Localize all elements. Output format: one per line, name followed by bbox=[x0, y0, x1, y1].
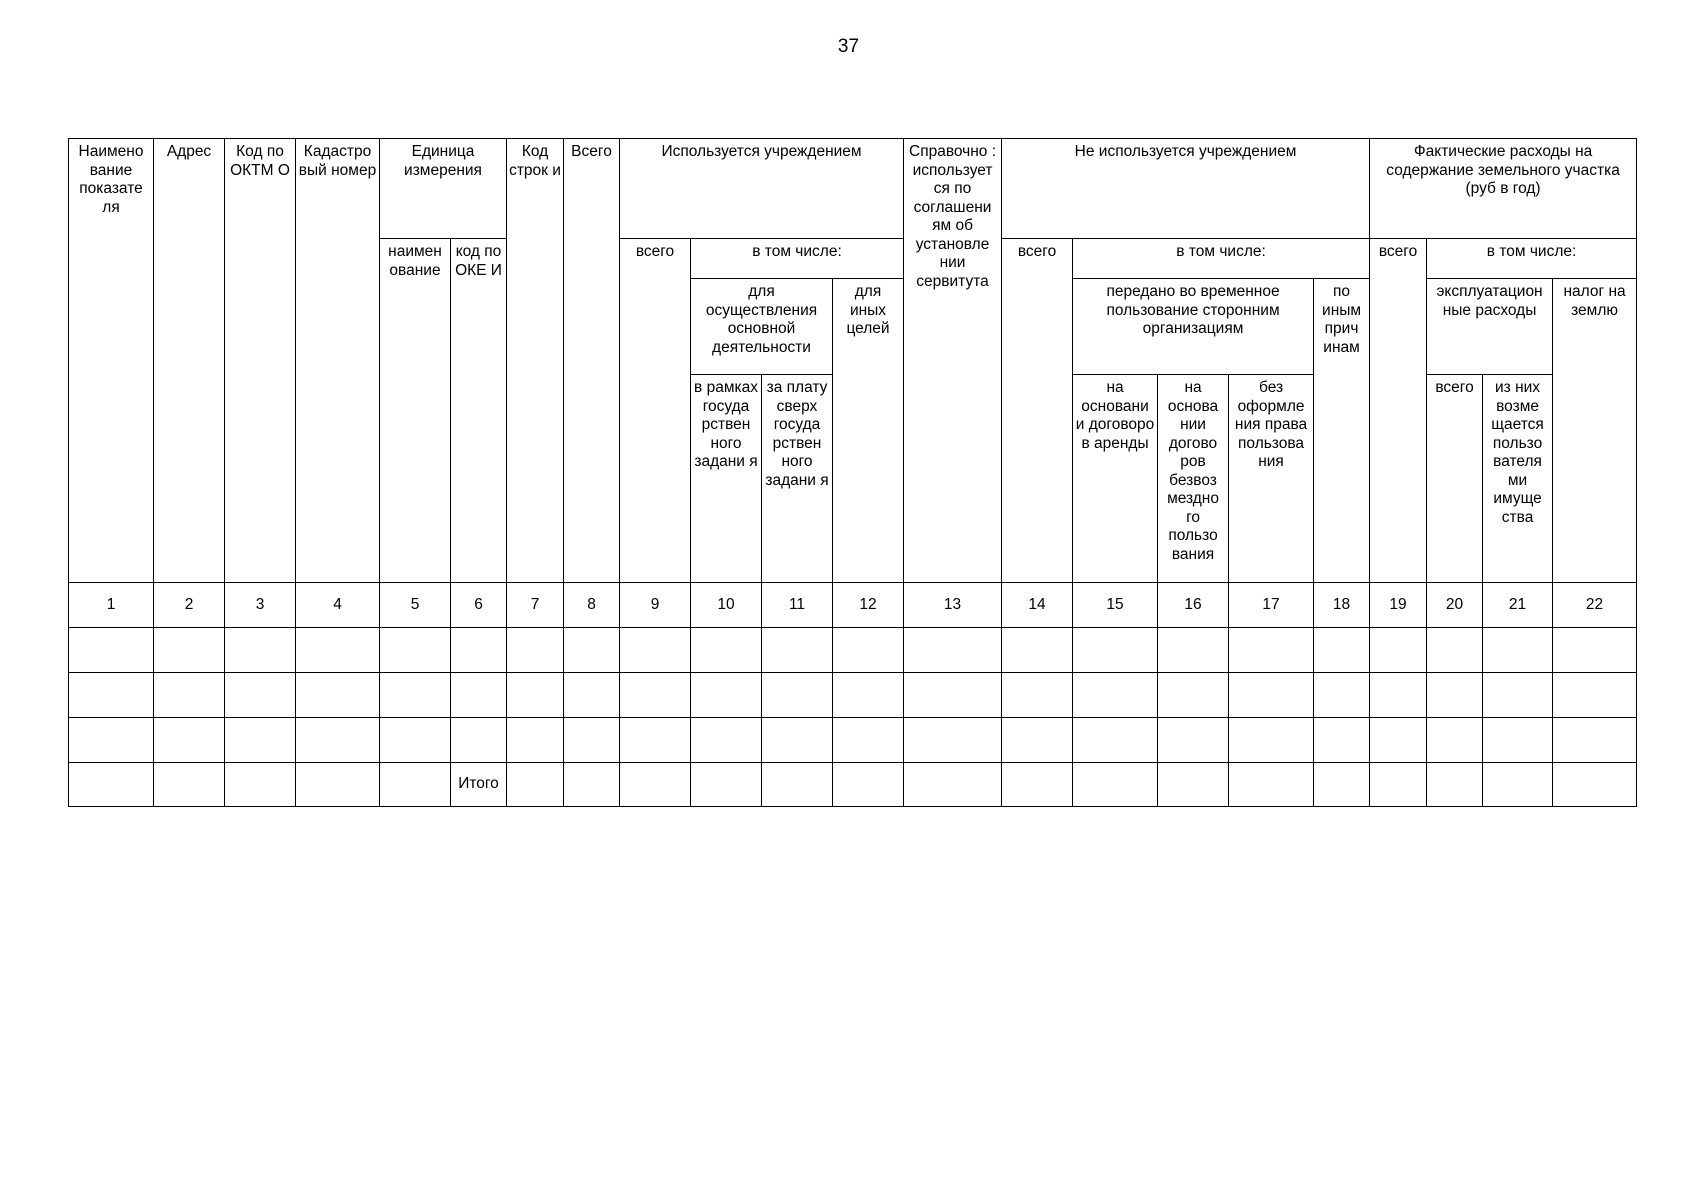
table-cell[interactable] bbox=[507, 628, 564, 673]
table-cell[interactable] bbox=[1073, 673, 1158, 718]
table-cell[interactable] bbox=[1229, 673, 1314, 718]
header-used-main: для осуществления основной деятельности bbox=[691, 279, 833, 375]
header-address: Адрес bbox=[154, 139, 225, 583]
column-number: 15 bbox=[1073, 583, 1158, 628]
table-cell[interactable] bbox=[1158, 763, 1229, 807]
header-oktmo: Код по ОКТМ О bbox=[225, 139, 296, 583]
table-cell[interactable] bbox=[1370, 718, 1427, 763]
column-number: 7 bbox=[507, 583, 564, 628]
table-cell[interactable] bbox=[225, 673, 296, 718]
table-cell[interactable] bbox=[451, 718, 507, 763]
table-cell[interactable] bbox=[691, 628, 762, 673]
header-no-registration: без оформле ния права пользова ния bbox=[1229, 375, 1314, 583]
header-other-reasons: по иным прич инам bbox=[1314, 279, 1370, 583]
column-number: 6 bbox=[451, 583, 507, 628]
column-numbers-row bbox=[69, 583, 1637, 628]
table-cell[interactable] bbox=[1483, 673, 1553, 718]
header-row-1 bbox=[69, 139, 1637, 239]
header-land-tax: налог на землю bbox=[1553, 279, 1637, 583]
total-row bbox=[69, 763, 1637, 807]
table-cell[interactable] bbox=[69, 763, 154, 807]
table-cell[interactable] bbox=[380, 763, 451, 807]
table-cell[interactable] bbox=[1229, 763, 1314, 807]
table-cell[interactable] bbox=[1427, 673, 1483, 718]
table-cell[interactable] bbox=[904, 763, 1002, 807]
table-cell[interactable] bbox=[154, 673, 225, 718]
header-used-paid: за плату сверх госуда рствен ного задани я bbox=[762, 375, 833, 583]
column-number: 21 bbox=[1483, 583, 1553, 628]
table-cell[interactable] bbox=[620, 718, 691, 763]
header-used-incl: в том числе: bbox=[691, 239, 904, 279]
table-cell[interactable] bbox=[1314, 718, 1370, 763]
column-number: 22 bbox=[1553, 583, 1637, 628]
header-lease: на основани и договоро в аренды bbox=[1073, 375, 1158, 583]
column-number: 9 bbox=[620, 583, 691, 628]
header-used-state-task: в рамках госуда рствен ного задани я bbox=[691, 375, 762, 583]
table-cell[interactable] bbox=[1073, 718, 1158, 763]
column-number: 10 bbox=[691, 583, 762, 628]
header-expenses: Фактические расходы на содержание земельного участка (руб в год) bbox=[1370, 139, 1637, 239]
column-number: 17 bbox=[1229, 583, 1314, 628]
table-cell[interactable] bbox=[1314, 763, 1370, 807]
table-cell[interactable] bbox=[1370, 628, 1427, 673]
table-cell[interactable] bbox=[833, 673, 904, 718]
table-cell[interactable] bbox=[1002, 718, 1073, 763]
table-cell[interactable] bbox=[69, 718, 154, 763]
column-number: 20 bbox=[1427, 583, 1483, 628]
table-cell[interactable] bbox=[451, 673, 507, 718]
table-cell[interactable] bbox=[154, 718, 225, 763]
header-operating: эксплуатацион ные расходы bbox=[1427, 279, 1553, 375]
column-number: 5 bbox=[380, 583, 451, 628]
table-cell[interactable] bbox=[904, 673, 1002, 718]
table-cell[interactable] bbox=[1002, 763, 1073, 807]
table-cell[interactable] bbox=[1314, 628, 1370, 673]
table-cell[interactable] bbox=[296, 628, 380, 673]
table-cell[interactable] bbox=[564, 673, 620, 718]
table-cell[interactable] bbox=[507, 718, 564, 763]
table-row bbox=[69, 718, 1637, 763]
table-cell[interactable] bbox=[1483, 763, 1553, 807]
table-cell[interactable] bbox=[380, 628, 451, 673]
table-cell[interactable] bbox=[1073, 763, 1158, 807]
header-total: Всего bbox=[564, 139, 620, 583]
header-op-reimbursed: из них возме щается пользо вателя ми имуще ства bbox=[1483, 375, 1553, 583]
column-number: 12 bbox=[833, 583, 904, 628]
table-cell[interactable] bbox=[1427, 718, 1483, 763]
table-cell[interactable] bbox=[451, 628, 507, 673]
column-number: 18 bbox=[1314, 583, 1370, 628]
column-number: 8 bbox=[564, 583, 620, 628]
header-used-total: всего bbox=[620, 239, 691, 583]
table-cell[interactable] bbox=[1158, 628, 1229, 673]
table-cell[interactable] bbox=[833, 628, 904, 673]
table-cell[interactable] bbox=[225, 628, 296, 673]
table-cell[interactable] bbox=[564, 763, 620, 807]
table-cell[interactable] bbox=[507, 673, 564, 718]
header-name: Наимено вание показате ля bbox=[69, 139, 154, 583]
header-not-used: Не используется учреждением bbox=[1002, 139, 1370, 239]
table-cell[interactable] bbox=[833, 763, 904, 807]
header-transferred: передано во временное пользование сторонним организациям bbox=[1073, 279, 1314, 375]
header-op-total: всего bbox=[1427, 375, 1483, 583]
column-number: 3 bbox=[225, 583, 296, 628]
table-cell[interactable] bbox=[620, 628, 691, 673]
table-cell[interactable] bbox=[762, 718, 833, 763]
table-cell[interactable] bbox=[1553, 628, 1637, 673]
table-cell[interactable] bbox=[1158, 673, 1229, 718]
table-cell[interactable] bbox=[69, 628, 154, 673]
table-cell[interactable] bbox=[225, 763, 296, 807]
table-cell[interactable] bbox=[1553, 718, 1637, 763]
column-number: 16 bbox=[1158, 583, 1229, 628]
table-cell[interactable] bbox=[1553, 763, 1637, 807]
header-cadastral: Кадастро вый номер bbox=[296, 139, 380, 583]
header-unit: Единица измерения bbox=[380, 139, 507, 239]
table-cell[interactable] bbox=[691, 718, 762, 763]
table-cell[interactable] bbox=[1483, 718, 1553, 763]
table-cell[interactable] bbox=[620, 673, 691, 718]
table-cell[interactable] bbox=[296, 718, 380, 763]
table-row bbox=[69, 673, 1637, 718]
header-not-used-total: всего bbox=[1002, 239, 1073, 583]
column-number: 13 bbox=[904, 583, 1002, 628]
table-cell[interactable] bbox=[564, 718, 620, 763]
table-cell[interactable] bbox=[1002, 628, 1073, 673]
table-cell[interactable] bbox=[904, 718, 1002, 763]
table-cell[interactable] bbox=[1427, 628, 1483, 673]
table-cell[interactable] bbox=[833, 718, 904, 763]
table-cell[interactable] bbox=[69, 673, 154, 718]
table-cell[interactable] bbox=[904, 628, 1002, 673]
table-cell[interactable] bbox=[1073, 628, 1158, 673]
table-cell[interactable] bbox=[564, 628, 620, 673]
header-unit-okei: код по ОКЕ И bbox=[451, 239, 507, 583]
table-cell[interactable] bbox=[691, 673, 762, 718]
table-cell[interactable] bbox=[1229, 718, 1314, 763]
table-cell[interactable] bbox=[1314, 673, 1370, 718]
column-number: 4 bbox=[296, 583, 380, 628]
total-label: Итого bbox=[451, 763, 507, 807]
table-cell[interactable] bbox=[507, 763, 564, 807]
land-plot-table bbox=[68, 138, 1637, 807]
table-cell[interactable] bbox=[762, 763, 833, 807]
table-cell[interactable] bbox=[1370, 673, 1427, 718]
page-number: 37 bbox=[837, 36, 860, 57]
header-unit-name: наимен ование bbox=[380, 239, 451, 583]
header-not-used-incl: в том числе: bbox=[1073, 239, 1370, 279]
table-cell[interactable] bbox=[1553, 673, 1637, 718]
table-cell[interactable] bbox=[1158, 718, 1229, 763]
table-cell[interactable] bbox=[380, 673, 451, 718]
header-used-other: для иных целей bbox=[833, 279, 904, 583]
column-number: 14 bbox=[1002, 583, 1073, 628]
table-cell[interactable] bbox=[1427, 763, 1483, 807]
table-cell[interactable] bbox=[691, 763, 762, 807]
header-free-use: на основа нии догово ров безвоз мездно го пользо вания bbox=[1158, 375, 1229, 583]
table-cell[interactable] bbox=[225, 718, 296, 763]
table-cell[interactable] bbox=[1002, 673, 1073, 718]
header-reference: Справочно : использует ся по соглашени ям об установле нии сервитута bbox=[904, 139, 1002, 583]
table-cell[interactable] bbox=[296, 673, 380, 718]
header-exp-incl: в том числе: bbox=[1427, 239, 1637, 279]
column-number: 2 bbox=[154, 583, 225, 628]
table-cell[interactable] bbox=[1229, 628, 1314, 673]
table-cell[interactable] bbox=[154, 628, 225, 673]
header-used: Используется учреждением bbox=[620, 139, 904, 239]
header-exp-total: всего bbox=[1370, 239, 1427, 583]
table-cell[interactable] bbox=[1370, 763, 1427, 807]
header-row-code: Код строк и bbox=[507, 139, 564, 583]
table-cell[interactable] bbox=[154, 763, 225, 807]
table-cell[interactable] bbox=[1483, 628, 1553, 673]
table-cell[interactable] bbox=[620, 763, 691, 807]
table-row bbox=[69, 628, 1637, 673]
column-number: 1 bbox=[69, 583, 154, 628]
column-number: 11 bbox=[762, 583, 833, 628]
table-cell[interactable] bbox=[380, 718, 451, 763]
table-cell[interactable] bbox=[762, 673, 833, 718]
column-number: 19 bbox=[1370, 583, 1427, 628]
table-cell[interactable] bbox=[762, 628, 833, 673]
table-cell[interactable] bbox=[296, 763, 380, 807]
